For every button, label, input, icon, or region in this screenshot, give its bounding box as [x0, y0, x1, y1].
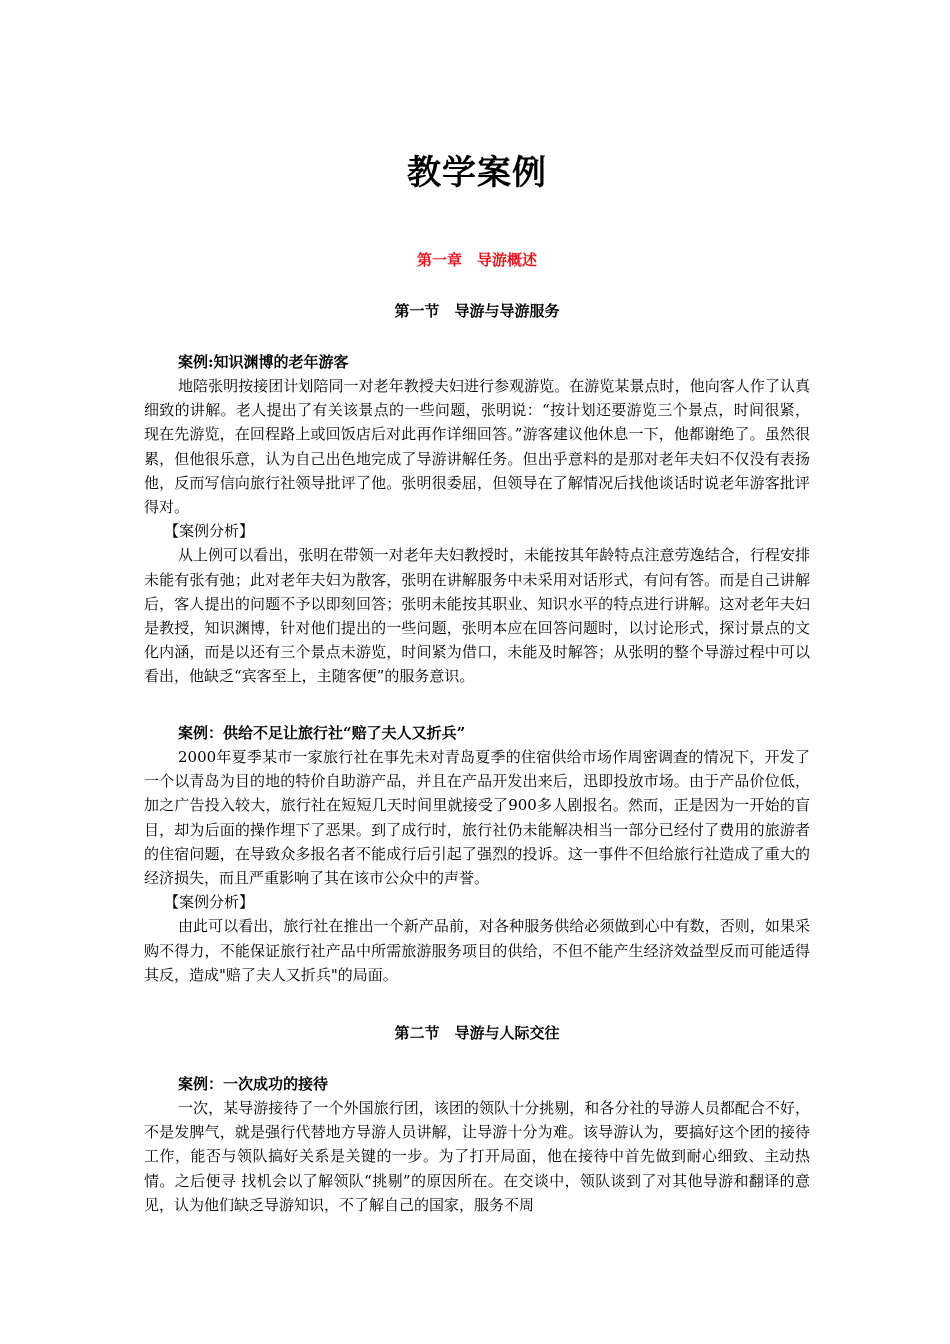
document-title: 教学案例	[407, 153, 547, 193]
analysis-label: 【案例分析】	[164, 522, 255, 541]
case-heading: 案例：一次成功的接待	[178, 1075, 329, 1093]
section-title-1: 第一节 导游与导游服务	[394, 302, 560, 320]
case-insufficient-supply	[144, 721, 810, 987]
case-analysis: 由此可以看出，旅行社在推出一个新产品前，对各种服务供给必须做到心中有数，否则，如果采购不得力，不能保证旅行社产品中所需旅游服务项目的供给，不但不能产生经济效益型反而可能适得其反，造成"赔了夫人又折兵"的局面。	[144, 917, 810, 984]
case-knowledgeable-elderly-tourists	[144, 350, 810, 689]
case-body: 2000年夏季某市一家旅行社在事先未对青岛夏季的住宿供给市场作周密调查的情况下，开发了一个以青岛为目的地的特价自助游产品，并且在产品开发出来后，迅即投放市场。由于产品价位低，加之广告投入较大，旅行社在短短几天时间里就接受了900多人剧报名。然而，正是因为一开始的盲目，却为后面的操作埋下了恶果。到了成行时，旅行社仍未能解决相当一部分已经付了费用的旅游者的住宿问题，在导致众多报名者不能成行后引起了强烈的投诉。这一事件不但给旅行社造成了重大的经济损失，而且严重影响了其在该市公众中的声誉。	[144, 748, 810, 888]
section-title-2: 第二节 导游与人际交往	[394, 1024, 560, 1042]
analysis-label: 【案例分析】	[164, 893, 255, 912]
chapter-title: 第一章 导游概述	[416, 251, 537, 269]
case-heading: 案例：供给不足让旅行社“赔了夫人又折兵”	[178, 724, 466, 742]
case-analysis: 从上例可以看出，张明在带领一对老年夫妇教授时，未能按其年龄特点注意劳逸结合，行程安排未能有张有弛；此对老年夫妇为散客，张明在讲解服务中未采用对话形式，有问有答。而是自己讲解后，客人提出的问题不予以即刻回答；张明未能按其职业、知识水平的特点进行讲解。这对老年夫妇是教授，知识渊博，针对他们提出的一些问题，张明本应在回答问题时，以讨论形式，探讨景点的文化内涵，而是以还有三个景点未游览，时间紧为借口，未能及时解答；从张明的整个导游过程中可以看出，他缺乏“宾客至上，主随客便”的服务意识。	[144, 546, 810, 686]
case-body: 一次，某导游接待了一个外国旅行团，该团的领队十分挑剔，和各分社的导游人员都配合不好，不是发脾气，就是强行代替地方导游人员讲解，让导游十分为难。该导游认为，要搞好这个团的接待工作，能否与领队搞好关系是关键的一步。为了打开局面，他在接待中首先做到耐心细致、主动热情。之后便寻 找机会以了解领队“挑剔”的原因所在。在交谈中，领队谈到了对其他导游和翻译的意见，认为他们缺乏导游知识，不了解自己的国家，服务不周	[144, 1099, 810, 1214]
case-heading: 案例:知识渊博的老年游客	[178, 353, 349, 371]
case-body: 地陪张明按接团计划陪同一对老年教授夫妇进行参观游览。在游览某景点时，他向客人作了认真细致的讲解。老人提出了有关该景点的一些问题，张明说：“按计划还要游览三个景点，时间很紧，现在先游览，在回程路上或回饭店后对此再作详细回答。”游客建议他休息一下，他都谢绝了。虽然很累，但他很乐意，认为自己出色地完成了导游讲解任务。但出乎意料的是那对老年夫妇不仅没有表扬他，反而写信向旅行社领导批评了他。张明很委屈，但领导在了解情况后找他谈话时说老年游客批评得对。	[144, 377, 810, 517]
case-successful-reception	[144, 1072, 810, 1217]
